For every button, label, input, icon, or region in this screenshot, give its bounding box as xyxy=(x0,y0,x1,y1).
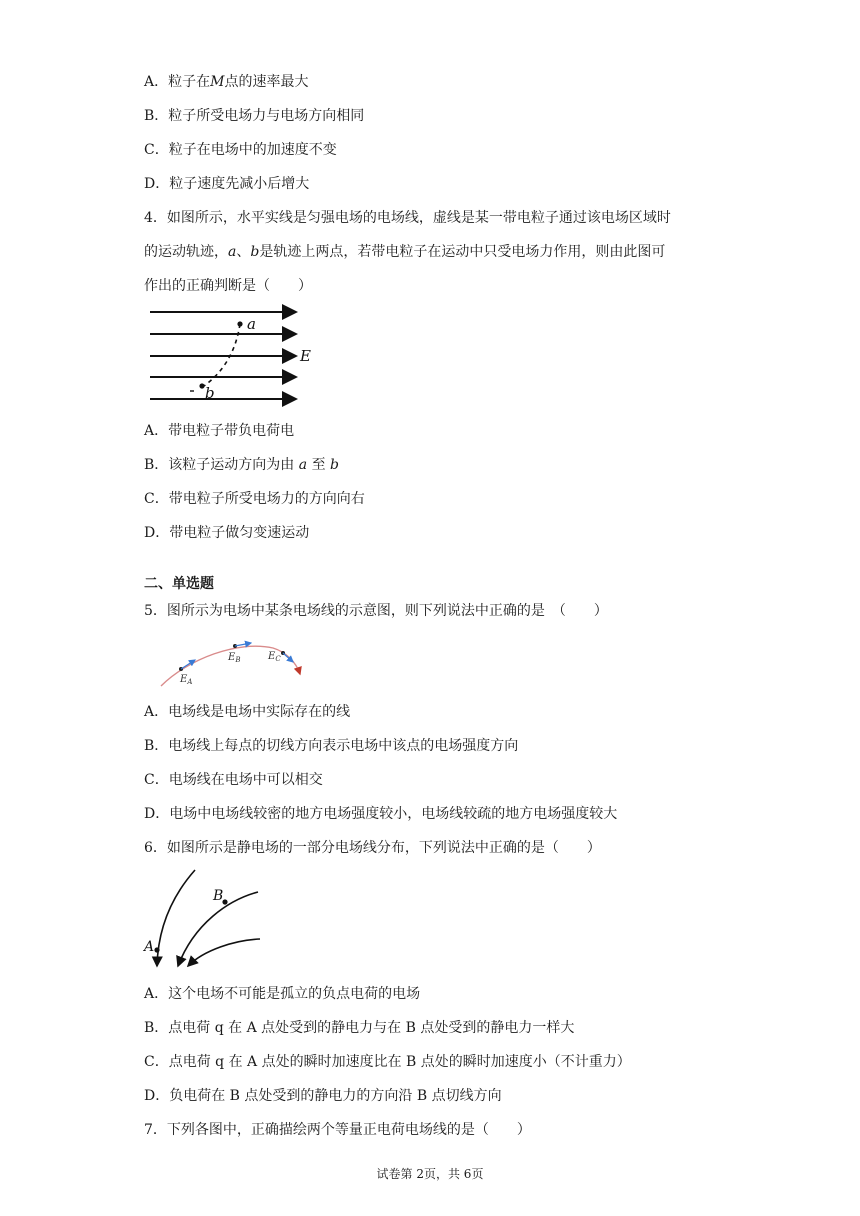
q3-option-c: C．粒子在电场中的加速度不变 xyxy=(144,142,337,158)
q4-line2-suffix: 是轨迹上两点，若带电粒子在运动中只受电场力作用，则由此图可 xyxy=(259,244,666,260)
tangent-ea xyxy=(181,660,195,669)
q4-option-b-var2: b xyxy=(330,457,339,473)
page-footer: 试卷第 2页，共 6页 xyxy=(376,1167,484,1181)
q5-field-line-diagram xyxy=(158,634,308,688)
label-b: B xyxy=(213,888,224,904)
field-line-right xyxy=(188,939,260,966)
q4-option-b-var1: a xyxy=(298,457,308,473)
point-a-dot xyxy=(237,321,242,326)
label-ea: $E_A$ xyxy=(180,674,193,686)
q4-option-b xyxy=(144,455,339,475)
q6-option-c: C．点电荷 q 在 A 点处的瞬时加速度比在 B 点处的瞬时加速度小（不计重力） xyxy=(144,1054,631,1070)
q4-field-diagram xyxy=(144,302,334,410)
q3-option-a-var: M xyxy=(210,74,225,90)
q4-option-c: C．带电粒子所受电场力的方向向右 xyxy=(144,491,365,507)
q3-option-a xyxy=(144,72,308,92)
q4-var-b: b xyxy=(250,244,260,260)
q6-option-a: A．这个电场不可能是孤立的负点电荷的电场 xyxy=(144,986,421,1002)
q6-option-b: B．点电荷 q 在 A 点处受到的静电力与在 B 点处受到的静电力一样大 xyxy=(144,1020,575,1036)
q7-stem: 7．下列各图中，正确描绘两个等量正电荷电场线的是（ ） xyxy=(144,1122,531,1138)
q6-stem: 6．如图所示是静电场的一部分电场线分布，下列说法中正确的是（ ） xyxy=(144,840,601,856)
q6-field-lines-diagram xyxy=(140,866,270,972)
q4-line2-prefix: 的运动轨迹， xyxy=(144,244,228,260)
label-eb: $E_B$ xyxy=(228,652,241,664)
q5-stem: 5．图所示为电场中某条电场线的示意图，则下列说法中正确的是 （ ） xyxy=(144,603,608,619)
q4-var-a: a xyxy=(228,244,237,260)
label-a: a xyxy=(247,315,256,333)
q6-option-d: D．负电荷在 B 点处受到的静电力的方向沿 B 点切线方向 xyxy=(144,1088,502,1104)
label-e: E xyxy=(300,347,311,365)
q4-line2-sep: 、 xyxy=(236,244,251,260)
q5-option-a: A．电场线是电场中实际存在的线 xyxy=(144,704,351,720)
q4-stem-line3: 作出的正确判断是（ ） xyxy=(144,278,312,294)
q3-option-d: D．粒子速度先减小后增大 xyxy=(144,176,310,192)
q3-option-a-suffix: 点的速率最大 xyxy=(224,74,309,90)
q3-option-a-prefix: A．粒子在 xyxy=(144,74,211,90)
q5-option-d: D．电场中电场线较密的地方电场强度较小，电场线较疏的地方电场强度较大 xyxy=(144,806,618,822)
q4-option-d: D．带电粒子做匀变速运动 xyxy=(144,525,310,541)
q5-option-c: C．电场线在电场中可以相交 xyxy=(144,772,323,788)
point-a-dot xyxy=(154,947,159,952)
field-line-left xyxy=(157,870,195,966)
tangent-ec xyxy=(283,653,293,662)
q5-option-b: B．电场线上每点的切线方向表示电场中该点的电场强度方向 xyxy=(144,738,519,754)
point-b-dot xyxy=(199,383,204,388)
section-title: 二、单选题 xyxy=(144,576,214,592)
q4-option-b-prefix: B．该粒子运动方向为由 xyxy=(144,457,295,473)
q4-option-a: A．带电粒子带负电荷电 xyxy=(144,423,295,439)
label-ec: $E_C$ xyxy=(268,651,281,663)
q4-stem-line1: 4．如图所示，水平实线是匀强电场的电场线，虚线是某一带电粒子通过该电场区域时 xyxy=(144,210,671,226)
q3-option-b: B．粒子所受电场力与电场方向相同 xyxy=(144,108,365,124)
q4-stem-line2 xyxy=(144,242,665,262)
label-a: A xyxy=(144,939,155,955)
tangent-eb xyxy=(235,643,251,646)
label-b: b xyxy=(205,384,215,402)
q4-option-b-mid: 至 xyxy=(311,457,326,473)
